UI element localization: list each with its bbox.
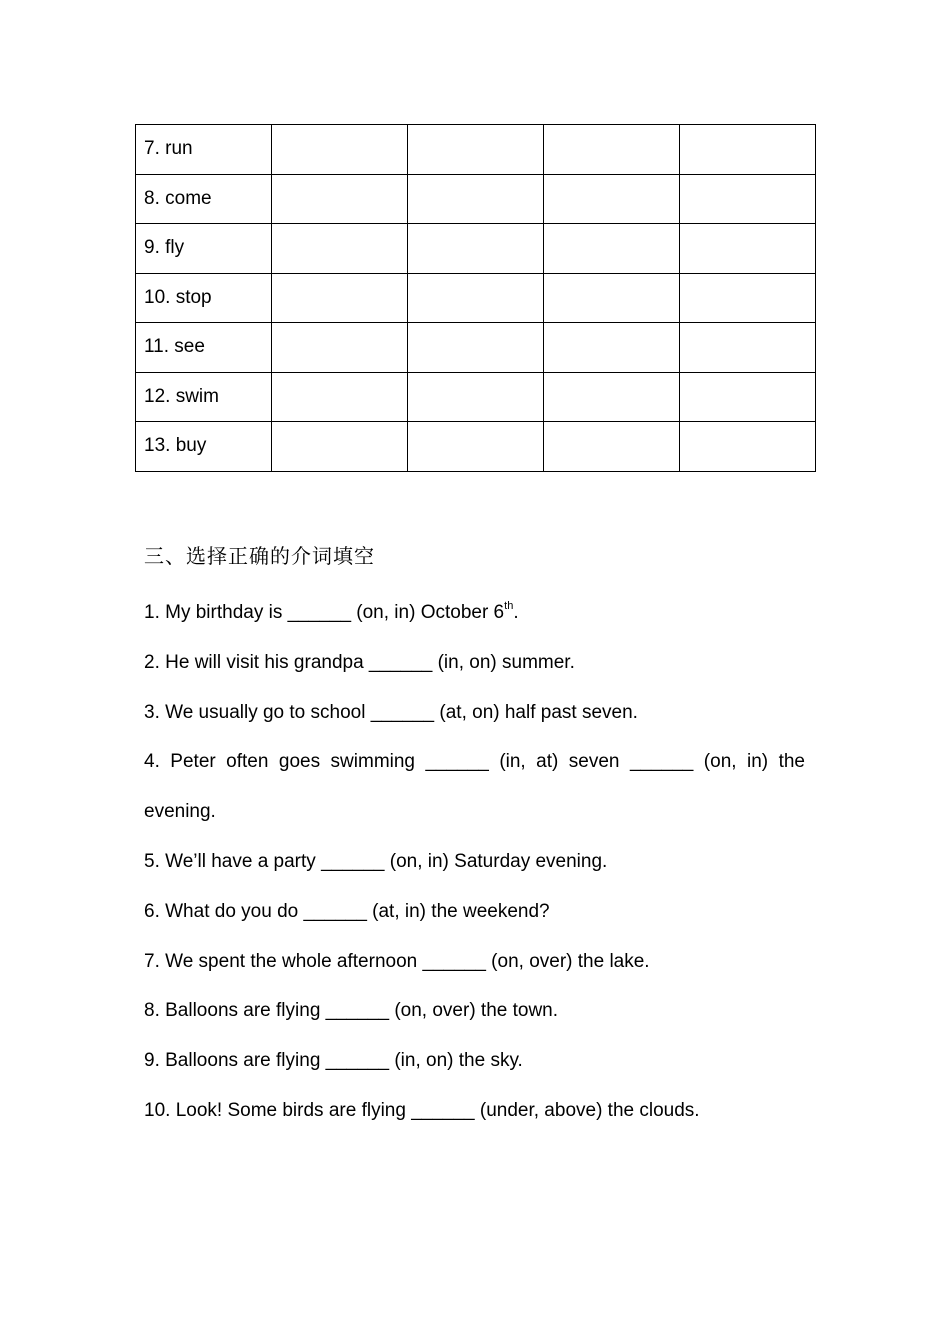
table-row: [136, 422, 816, 472]
question-4-continuation: evening.: [144, 801, 216, 823]
blank-cell: [544, 273, 680, 323]
verb-cell: 7. run: [136, 125, 272, 175]
question-6: 6. What do you do ______ (at, in) the weekend?: [144, 900, 550, 922]
question-10: 10. Look! Some birds are flying ______ (under, above) the clouds.: [144, 1099, 700, 1121]
question-end: .: [513, 602, 519, 623]
blank-cell: [544, 224, 680, 274]
blank-cell: [544, 323, 680, 373]
blank-cell: [408, 224, 544, 274]
verb-cell: 10. stop: [136, 273, 272, 323]
blank-cell: [408, 323, 544, 373]
blank-cell: [680, 125, 816, 175]
question-4: 4. Peter often goes swimming ______ (in, at) seven ______ (on, in) the: [144, 751, 805, 773]
table-row: [136, 273, 816, 323]
blank-cell: [408, 174, 544, 224]
blank-cell: [544, 125, 680, 175]
table-row: [136, 224, 816, 274]
question-3: 3. We usually go to school ______ (at, on) half past seven.: [144, 701, 638, 723]
verb-cell: 8. come: [136, 174, 272, 224]
blank-cell: [408, 125, 544, 175]
question-2: 2. He will visit his grandpa ______ (in, on) summer.: [144, 651, 575, 673]
verb-forms-table: [135, 124, 816, 472]
table-row: [136, 372, 816, 422]
question-5: 5. We’ll have a party ______ (on, in) Saturday evening.: [144, 850, 608, 872]
blank-cell: [680, 372, 816, 422]
table-row: [136, 323, 816, 373]
question-list: [144, 588, 805, 1136]
question-1: [144, 588, 805, 638]
blank-cell: [408, 273, 544, 323]
blank-cell: [680, 174, 816, 224]
question-8: 8. Balloons are flying ______ (on, over) the town.: [144, 1000, 559, 1022]
blank-cell: [408, 372, 544, 422]
blank-cell: [680, 224, 816, 274]
blank-cell: [680, 323, 816, 373]
verb-cell: 9. fly: [136, 224, 272, 274]
verb-cell: 13. buy: [136, 422, 272, 472]
question-text: 1. My birthday is ______ (on, in) October 6: [144, 602, 505, 623]
section-title: 三、选择正确的介词填空: [144, 544, 375, 568]
question-9: 9. Balloons are flying ______ (in, on) the sky.: [144, 1050, 523, 1072]
blank-cell: [544, 372, 680, 422]
blank-cell: [272, 372, 408, 422]
table-row: [136, 125, 816, 175]
blank-cell: [272, 125, 408, 175]
verb-cell: 12. swim: [136, 372, 272, 422]
blank-cell: [680, 422, 816, 472]
blank-cell: [544, 174, 680, 224]
verb-cell: 11. see: [136, 323, 272, 373]
blank-cell: [272, 323, 408, 373]
blank-cell: [272, 174, 408, 224]
blank-cell: [272, 273, 408, 323]
blank-cell: [544, 422, 680, 472]
blank-cell: [680, 273, 816, 323]
blank-cell: [272, 422, 408, 472]
blank-cell: [408, 422, 544, 472]
ordinal-suffix: th: [504, 600, 514, 612]
question-7: 7. We spent the whole afternoon ______ (on, over) the lake.: [144, 950, 650, 972]
table-row: [136, 174, 816, 224]
blank-cell: [272, 224, 408, 274]
